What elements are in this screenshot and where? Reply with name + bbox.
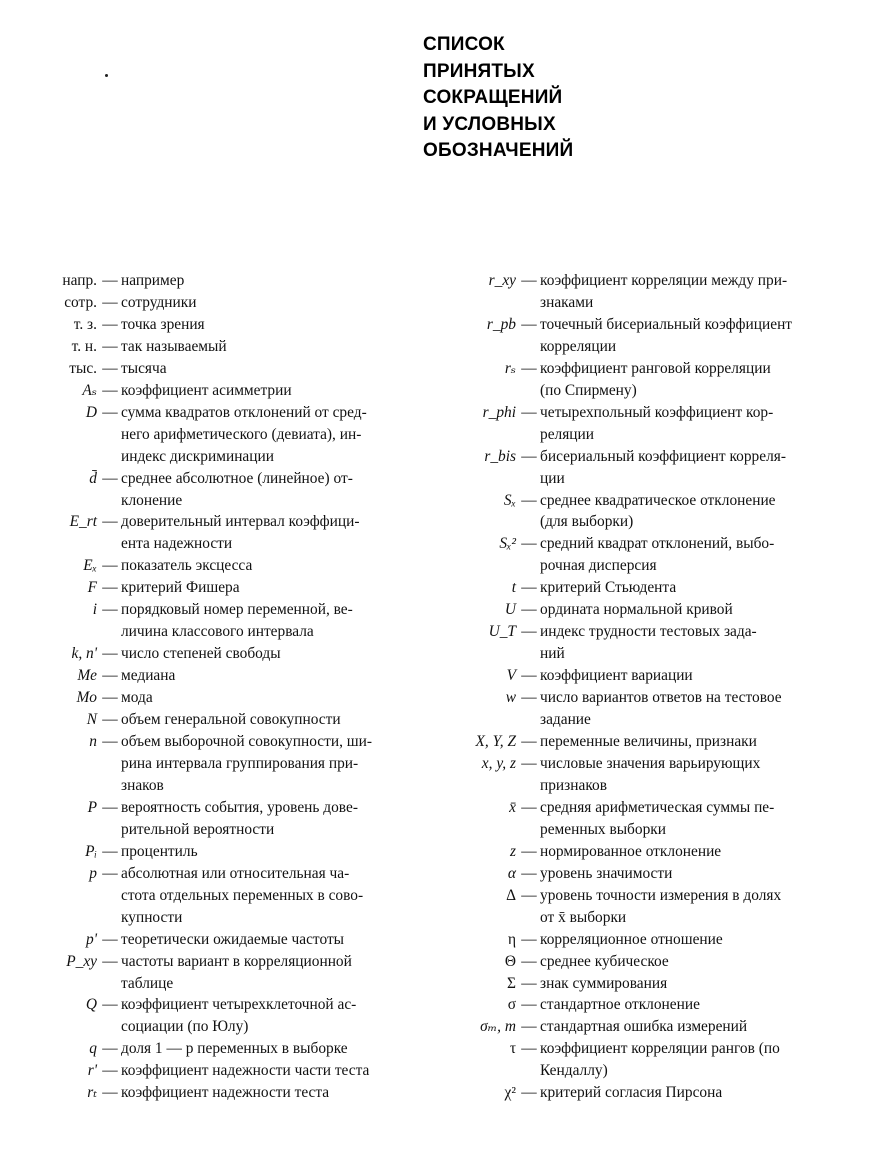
abbreviation-definition [121,994,403,1038]
abbreviation-term: χ² [504,1084,516,1102]
em-dash: — [102,315,118,333]
abbreviation-entry [18,380,403,402]
abbreviation-entry [415,687,825,731]
abbreviation-definition [121,687,403,709]
abbreviation-entry [18,709,403,731]
definition-line: реляции [540,425,594,443]
em-dash: — [102,469,118,487]
definition-line: рина интервала группирования при- [121,754,359,772]
abbreviation-term: p [89,864,97,882]
em-dash: — [102,272,118,289]
abbreviation-term: σ [507,996,516,1014]
abbreviation-definition [121,731,403,797]
abbreviation-term: P [87,798,97,816]
abbreviation-term: сотр. [64,293,97,311]
abbreviation-definition [121,511,403,555]
abbreviation-entry [415,797,825,841]
abbreviation-term: x, y, z [481,754,516,772]
abbreviation-term: напр. [62,272,97,289]
em-dash: — [521,359,537,377]
abbreviation-entry [18,292,403,314]
em-dash: — [521,798,537,816]
abbreviation-entry [18,1060,403,1082]
abbreviation-entry [18,270,403,292]
definition-line: от x̄ выборки [540,908,627,926]
em-dash: — [102,513,118,531]
abbreviation-term: α [507,864,516,882]
abbreviation-term: т. з. [73,315,97,333]
abbreviation-term: тыс. [69,359,97,377]
abbreviation-entry [18,797,403,841]
abbreviation-term: d̄ [89,469,97,487]
em-dash: — [102,733,118,751]
abbreviation-term: Θ [504,952,516,970]
abbreviation-definition [540,577,825,599]
definition-line: медиана [121,667,176,685]
abbreviation-entry [415,402,825,446]
abbreviation-entry [415,1016,825,1038]
em-dash: — [102,952,118,970]
abbreviation-definition [540,885,825,929]
abbreviation-entry [18,929,403,951]
abbreviation-entry [18,687,403,709]
abbreviation-term: U_T [488,623,516,641]
abbreviation-entry [415,533,825,577]
abbreviation-definition [540,599,825,621]
abbreviation-entry [415,577,825,599]
abbreviation-definition [121,863,403,929]
definition-line: коэффициент надежности части теста [121,1062,370,1080]
em-dash: — [102,337,118,355]
abbreviation-term: p' [86,930,97,948]
definition-line: индекс дискриминации [121,447,274,465]
definition-line: купности [121,908,183,926]
em-dash: — [521,315,537,333]
definition-line: абсолютная или относительная ча- [121,864,350,882]
definition-line: переменные величины, признаки [540,733,757,751]
abbreviation-entry [18,577,403,599]
abbreviation-definition [540,446,825,490]
abbreviation-entry [18,863,403,929]
abbreviation-term: Q [85,996,97,1014]
abbreviation-term: E_rt [69,513,97,531]
abbreviation-term: r_pb [486,315,516,333]
em-dash: — [521,535,537,553]
em-dash: — [521,1018,537,1036]
em-dash: — [102,601,118,619]
abbreviation-definition [121,929,403,951]
abbreviation-definition [540,490,825,534]
abbreviation-term: F [87,579,97,597]
abbreviations-right-column [415,270,825,1104]
definition-line: ции [540,469,565,487]
print-speck [105,74,108,77]
abbreviation-term: Mo [76,689,97,707]
definition-line: объем выборочной совокупности, ши- [121,733,372,751]
abbreviation-term: P_xy [66,952,97,970]
definition-line: коэффициент корреляции между при- [540,272,788,289]
em-dash: — [521,864,537,882]
definition-line: социации (по Юлу) [121,1018,249,1036]
em-dash: — [521,886,537,904]
abbreviation-definition [540,533,825,577]
definition-line: показатель эксцесса [121,557,253,575]
em-dash: — [102,689,118,707]
abbreviation-entry [18,643,403,665]
definition-line: критерий согласия Пирсона [540,1084,723,1102]
definition-line: число вариантов ответов на тестовое [540,689,782,707]
definition-line: ременных выборки [540,820,666,838]
em-dash: — [102,1062,118,1080]
abbreviation-term: x̄ [509,798,516,816]
abbreviation-definition [121,292,403,314]
definition-line: уровень значимости [540,864,673,882]
em-dash: — [102,645,118,663]
abbreviation-definition [540,951,825,973]
abbreviation-term: Me [77,667,97,685]
abbreviation-entry [18,1082,403,1104]
definition-line: среднее абсолютное (линейное) от- [121,469,353,487]
abbreviation-entry [415,621,825,665]
abbreviation-definition [540,1016,825,1038]
definition-line: корреляционное отношение [540,930,723,948]
definition-line: рительной вероятности [121,820,275,838]
definition-line: нормированное отклонение [540,842,722,860]
definition-line: бисериальный коэффициент корреля- [540,447,786,465]
definition-line: частоты вариант в корреляционной [121,952,352,970]
abbreviation-entry [415,490,825,534]
em-dash: — [102,842,118,860]
em-dash: — [521,733,537,751]
em-dash: — [521,447,537,465]
em-dash: — [521,996,537,1014]
abbreviation-entry [18,511,403,555]
abbreviation-entry [415,270,825,314]
em-dash: — [521,974,537,992]
definition-line: клонение [121,491,183,509]
abbreviation-entry [415,599,825,621]
abbreviation-definition [540,270,825,314]
abbreviation-entry [18,555,403,577]
abbreviation-term: r_xy [488,272,516,289]
abbreviation-entry [18,314,403,336]
abbreviation-definition [121,709,403,731]
abbreviation-definition [540,841,825,863]
definition-line: тысяча [121,359,167,377]
abbreviations-left-column [18,270,403,1104]
abbreviation-definition [121,665,403,687]
definition-line: среднее квадратическое отклонение [540,491,776,509]
abbreviation-term: k, n' [71,645,97,663]
abbreviation-entry [18,951,403,995]
abbreviation-term: r_bis [484,447,516,465]
abbreviation-definition [540,1038,825,1082]
definition-line: стандартная ошибка измерений [540,1018,748,1036]
definition-line: средняя арифметическая суммы пе- [540,798,775,816]
abbreviation-definition [121,951,403,995]
definition-line: ний [540,645,565,663]
definition-line: коэффициент надежности теста [121,1084,330,1102]
em-dash: — [521,491,537,509]
abbreviation-term: т. н. [71,337,97,355]
definition-line: знаками [540,293,594,311]
abbreviation-definition [540,1082,825,1104]
em-dash: — [521,952,537,970]
em-dash: — [102,1040,118,1058]
em-dash: — [102,667,118,685]
abbreviation-term: w [505,689,516,707]
abbreviation-entry [18,336,403,358]
definition-line: коэффициент вариации [540,667,693,685]
em-dash: — [521,1040,537,1058]
abbreviation-entry [18,841,403,863]
em-dash: — [102,996,118,1014]
definition-line: сумма квадратов отклонений от сред- [121,403,367,421]
abbreviation-definition [540,621,825,665]
abbreviation-term: V [506,667,516,685]
abbreviation-definition [121,797,403,841]
definition-line: Кендаллу) [540,1062,608,1080]
abbreviation-definition [121,643,403,665]
definition-line: средний квадрат отклонений, выбо- [540,535,775,553]
em-dash: — [102,930,118,948]
em-dash: — [521,601,537,619]
definition-line: корреляции [540,337,617,355]
em-dash: — [521,1084,537,1102]
em-dash: — [521,579,537,597]
abbreviation-definition [540,863,825,885]
abbreviation-definition [121,577,403,599]
em-dash: — [102,557,118,575]
title-line: ОБОЗНАЧЕНИЙ [423,140,574,161]
em-dash: — [102,864,118,882]
abbreviation-definition [540,358,825,402]
definition-line: рочная дисперсия [540,557,657,575]
abbreviation-definition [540,973,825,995]
abbreviation-term: N [86,711,97,729]
abbreviation-term: Aₛ [82,381,97,399]
definition-line: коэффициент асимметрии [121,381,292,399]
abbreviation-term: q [89,1040,97,1058]
abbreviation-term: r' [87,1062,97,1080]
abbreviation-entry [415,929,825,951]
definition-line: признаков [540,776,607,794]
abbreviation-entry [18,1038,403,1060]
title-line: СОКРАЩЕНИЙ [423,87,563,108]
abbreviation-term: rₛ [504,359,516,377]
abbreviation-definition [121,336,403,358]
definition-line: четырехпольный коэффициент кор- [540,403,774,421]
definition-line: задание [540,711,591,729]
abbreviation-entry [415,1082,825,1104]
abbreviation-entry [415,753,825,797]
abbreviation-entry [18,731,403,797]
abbreviation-definition [121,314,403,336]
abbreviation-entry [18,402,403,468]
abbreviation-entry [415,314,825,358]
definition-line: порядковый номер переменной, ве- [121,601,353,619]
em-dash: — [102,359,118,377]
abbreviation-definition [540,797,825,841]
abbreviation-term: Pᵢ [85,842,97,860]
definition-line: критерий Фишера [121,579,240,597]
abbreviation-definition [121,841,403,863]
abbreviation-entry [18,665,403,687]
abbreviation-definition [540,731,825,753]
abbreviation-entry [415,446,825,490]
abbreviation-term: Sₓ [503,491,516,509]
definition-line: сотрудники [121,293,197,311]
abbreviation-term: τ [509,1040,516,1058]
abbreviation-term: Sₓ² [499,535,516,553]
abbreviation-term: t [511,579,516,597]
abbreviation-entry [415,1038,825,1082]
abbreviation-entry [415,731,825,753]
abbreviation-definition [121,402,403,468]
definition-line: коэффициент корреляции рангов (по [540,1040,780,1058]
abbreviation-definition [540,753,825,797]
definition-line: доля 1 — p переменных в выборке [121,1040,348,1058]
em-dash: — [521,689,537,707]
abbreviation-term: Eₓ [83,557,97,575]
definition-line: объем генеральной совокупности [121,711,341,729]
definition-line: индекс трудности тестовых зада- [540,623,757,641]
abbreviation-entry [18,599,403,643]
em-dash: — [102,798,118,816]
definition-line: знак суммирования [540,974,668,992]
definition-line: доверительный интервал коэффици- [121,513,360,531]
em-dash: — [521,842,537,860]
definition-line: знаков [121,776,164,794]
definition-line: так называемый [121,337,227,355]
definition-line: (для выборки) [540,513,634,531]
definition-line: число степеней свободы [121,645,281,663]
abbreviation-term: rₜ [87,1084,97,1102]
abbreviation-definition [121,599,403,643]
definition-line: критерий Стьюдента [540,579,677,597]
abbreviation-entry [18,994,403,1038]
abbreviation-definition [540,994,825,1016]
em-dash: — [521,667,537,685]
definition-line: личина классового интервала [121,623,314,641]
definition-line: (по Спирмену) [540,381,637,399]
definition-line: мода [121,689,153,707]
definition-line: точечный бисериальный коэффициент [540,315,793,333]
abbreviation-term: Δ [506,886,516,904]
definition-line: ордината нормальной кривой [540,601,733,619]
abbreviation-entry [415,358,825,402]
em-dash: — [102,293,118,311]
em-dash: — [102,381,118,399]
abbreviation-entry [415,863,825,885]
abbreviation-term: i [92,601,97,619]
definition-line: точка зрения [121,315,205,333]
abbreviation-term: Σ [507,974,516,992]
definition-line: него арифметического (девиата), ин- [121,425,362,443]
em-dash: — [521,623,537,641]
abbreviation-entry [415,994,825,1016]
definition-line: числовые значения варьирующих [540,754,761,772]
abbreviation-term: σₘ, m [480,1018,516,1036]
definition-line: процентиль [121,842,198,860]
em-dash: — [521,754,537,772]
abbreviation-entry [18,358,403,380]
abbreviation-entry [415,885,825,929]
abbreviation-definition [121,1038,403,1060]
abbreviation-definition [121,358,403,380]
title-line: СПИСОК [423,34,505,55]
em-dash: — [102,579,118,597]
abbreviation-definition [121,270,403,292]
abbreviation-definition [121,1082,403,1104]
abbreviation-definition [121,555,403,577]
em-dash: — [102,403,118,421]
definition-line: вероятность события, уровень дове- [121,798,358,816]
definition-line: таблице [121,974,174,992]
abbreviation-definition [121,468,403,512]
abbreviation-term: η [507,930,516,948]
abbreviation-definition [540,314,825,358]
definition-line: стандартное отклонение [540,996,700,1014]
abbreviation-term: r_phi [482,403,516,421]
abbreviation-definition [540,929,825,951]
em-dash: — [521,930,537,948]
abbreviation-term: U [504,601,516,619]
definition-line: например [121,272,185,289]
abbreviation-term: X, Y, Z [475,733,516,751]
abbreviation-definition [540,687,825,731]
abbreviation-definition [540,402,825,446]
title-line: И УСЛОВНЫХ [423,113,556,135]
definition-line: ента надежности [121,535,233,553]
abbreviation-definition [121,1060,403,1082]
definition-line: коэффициент ранговой корреляции [540,359,771,377]
definition-line: среднее кубическое [540,952,669,970]
abbreviation-entry [18,468,403,512]
em-dash: — [102,711,118,729]
em-dash: — [521,403,537,421]
abbreviation-entry [415,951,825,973]
abbreviation-entry [415,665,825,687]
definition-line: стота отдельных переменных в сово- [121,886,364,904]
abbreviation-term: z [510,842,516,860]
abbreviation-term: D [85,403,97,421]
title-line: ПРИНЯТЫХ [423,60,535,82]
em-dash: — [102,1084,118,1102]
abbreviation-definition [540,665,825,687]
em-dash: — [521,272,537,289]
page-title [423,32,573,165]
abbreviation-entry [415,841,825,863]
abbreviation-term: n [89,733,97,751]
definition-line: теоретически ожидаемые частоты [121,930,345,948]
definition-line: уровень точности измерения в долях [540,886,782,904]
definition-line: коэффициент четырехклеточной ас- [121,996,357,1014]
abbreviation-definition [121,380,403,402]
abbreviation-entry [415,973,825,995]
